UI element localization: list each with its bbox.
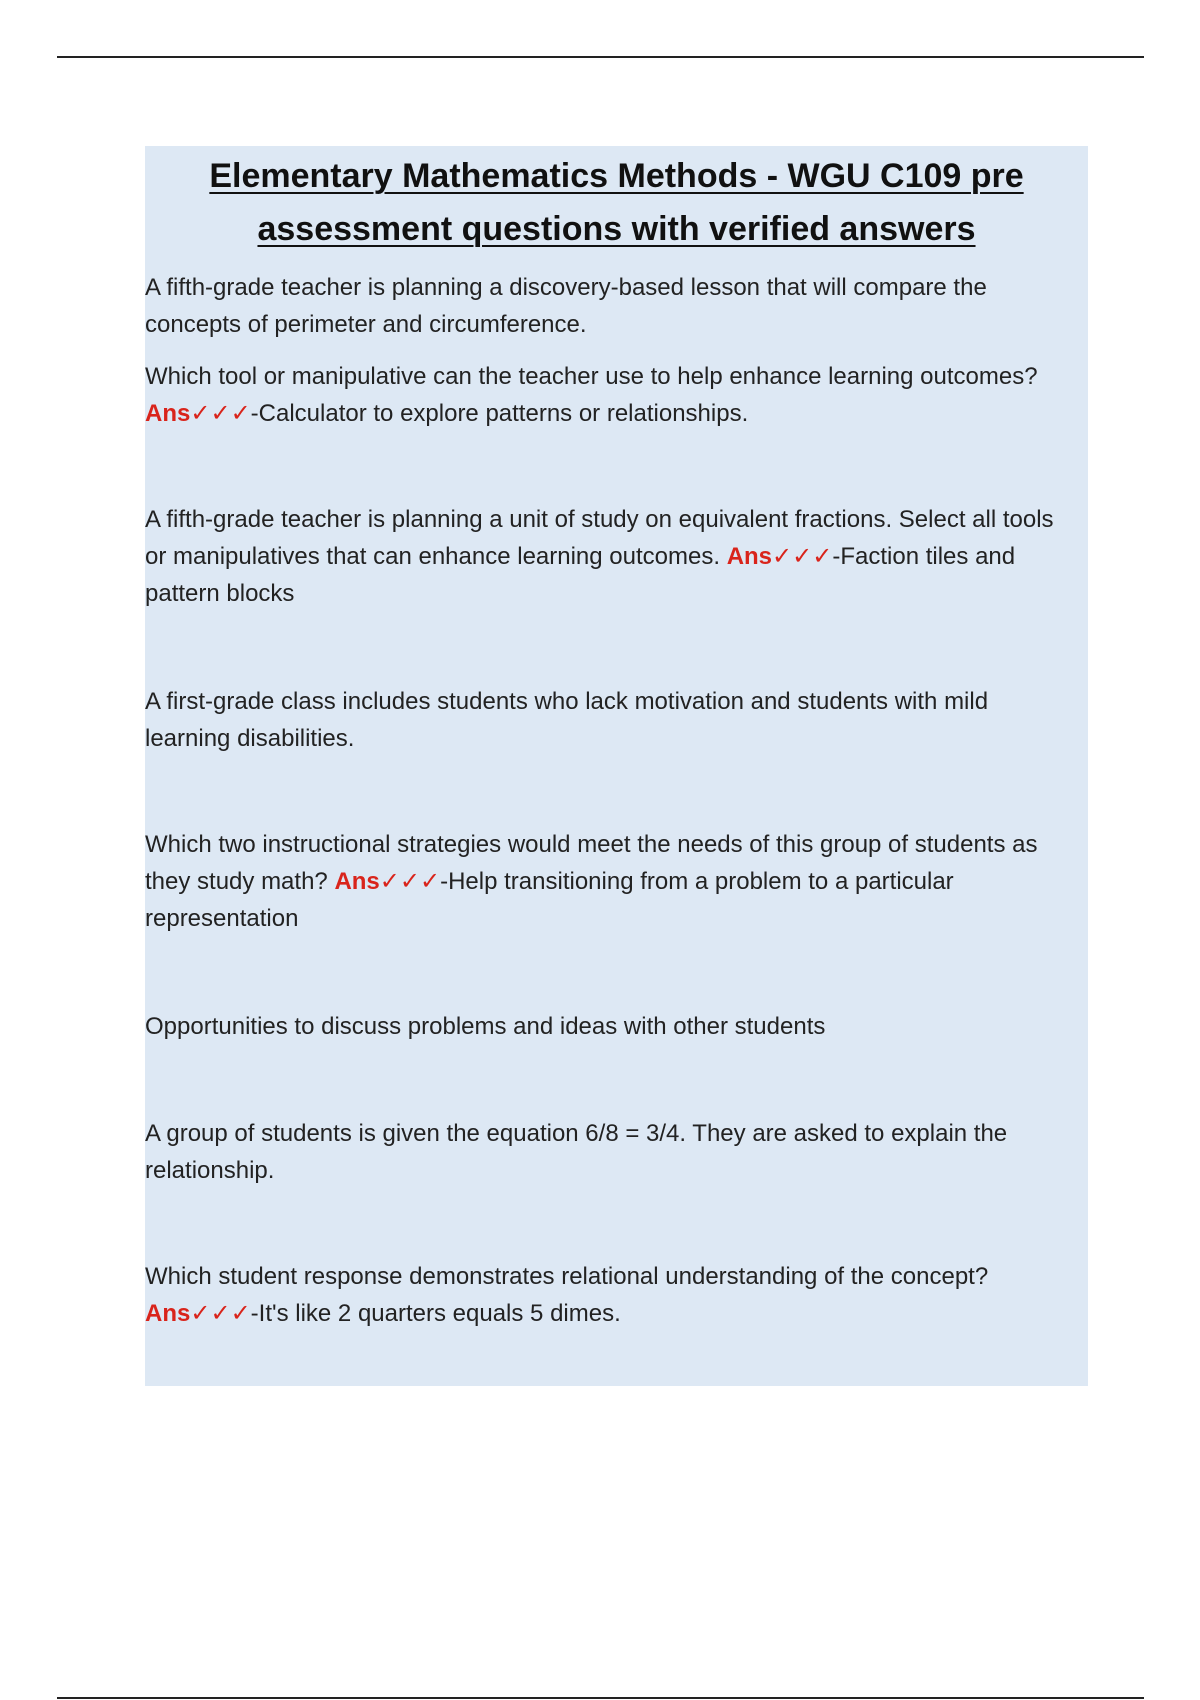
answer-marker: Ans (145, 1300, 191, 1327)
q4-question (145, 1258, 1080, 1332)
q3-answer: -Help transitioning from a problem to a particular representation (145, 868, 954, 932)
answer-marker: Ans (726, 543, 773, 570)
q4-question-text: Which student response demonstrates relational understanding of the concept? (145, 1263, 989, 1290)
q3-question-text: Which two instructional strategies would meet the needs of this group of students as they study math? (145, 831, 1038, 895)
check-marks-icon: ✓✓✓ (772, 543, 833, 570)
check-marks-icon: ✓✓✓ (379, 868, 441, 895)
q2-question (145, 501, 1080, 612)
q4-context: A group of students is given the equation 6/8 = 3/4. They are asked to explain the relationship. (145, 1120, 1008, 1184)
bottom-rule (57, 1697, 1144, 1699)
check-marks-icon: ✓✓✓ (190, 400, 251, 427)
answer-marker: Ans (334, 868, 380, 895)
q2-answer: -Faction tiles and pattern blocks (145, 543, 1016, 607)
q3-answer-continued: Opportunities to discuss problems and ideas with other students (145, 1013, 826, 1040)
q1-question-text: Which tool or manipulative can the teacher use to help enhance learning outcomes? (145, 363, 1038, 390)
q3-context: A first-grade class includes students who lack motivation and students with mild learning disabilities. (145, 688, 989, 752)
q1-question (145, 358, 1080, 432)
top-rule (57, 56, 1144, 58)
q2-question-text: A fifth-grade teacher is planning a unit of study on equivalent fractions. Select all tools or manipulatives that can enhance learning outcomes. (145, 506, 1054, 570)
q1-answer: -Calculator to explore patterns or relationships. (250, 400, 749, 427)
q4-answer: -It's like 2 quarters equals 5 dimes. (250, 1300, 621, 1327)
document-title: Elementary Mathematics Methods - WGU C109 pre assessment questions with verified answers (209, 157, 1024, 248)
content-panel (145, 146, 1088, 1386)
answer-marker: Ans (145, 400, 191, 427)
check-marks-icon: ✓✓✓ (190, 1300, 251, 1327)
q1-context: A fifth-grade teacher is planning a discovery-based lesson that will compare the concepts of perimeter and circumference. (145, 274, 987, 338)
q3-question (145, 826, 1080, 937)
